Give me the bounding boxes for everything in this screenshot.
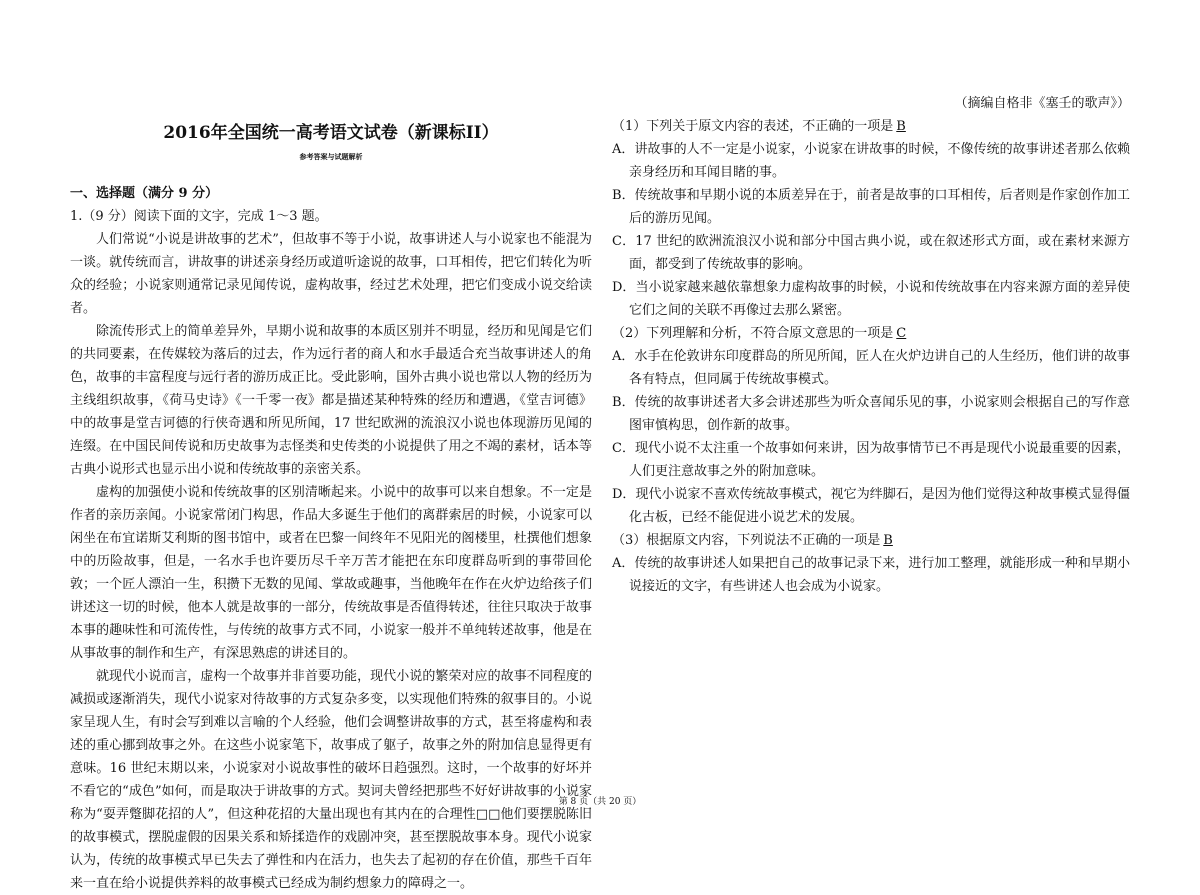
answer-mark: B	[883, 533, 893, 548]
page-subtitle: 参考答案与试题解析	[299, 152, 363, 161]
option-3a: A．传统的故事讲述人如果把自己的故事记录下来，进行加工整理，就能形成一种和早期小说接近的文字，有些讲述人也会成为小说家。	[612, 556, 1130, 594]
option-1a: A．讲故事的人不一定是小说家，小说家在讲故事的时候，不像传统的故事讲述者那么依赖亲身经历和耳闻目睹的事。	[612, 142, 1130, 180]
passage-paragraph-1: 人们常说“小说是讲故事的艺术”，但故事不等于小说，故事讲述人与小说家也不能混为一谈。就传统而言，讲故事的讲述亲身经历或道听途说的故事，口耳相传，把它们转化为听众的经验；小说家则通常记录见闻传说，虚构故事，经过艺术处理，把它们变成小说交给读者。	[70, 232, 592, 316]
answer-mark: C	[896, 326, 907, 341]
left-column	[70, 120, 592, 895]
option-1c: C．17 世纪的欧洲流浪汉小说和部分中国古典小说，或在叙述形式方面，或在素材来源方面，都受到了传统故事的影响。	[612, 234, 1130, 272]
page-footer: 第 8 页（共 20 页）	[558, 797, 642, 807]
question-stem-3	[612, 529, 1130, 552]
option-2b: B．传统的故事讲述者大多会讲述那些为听众喜闻乐见的事，小说家则会根据自己的写作意图审慎构思，创作新的故事。	[612, 395, 1130, 433]
passage-paragraph-3: 虚构的加强使小说和传统故事的区别清晰起来。小说中的故事可以来自想象。不一定是作者的亲历亲闻。小说家常闭门构思，作品大多诞生于他们的离群索居的时候，小说家可以闲坐在布宜诺斯艾利斯的图书馆中，或者在巴黎一间终年不见阳光的阁楼里，杜撰他们想象中的历险故事，但是，一名水手也许要历尽千辛万苦才能把在东印度群岛听到的事带回伦敦；一个匠人漂泊一生，积攒下无数的见闻、掌故或趣事，当他晚年在作在火炉边给孩子们讲述这一切的时候，他本人就是故事的一部分，传统故事是否值得转述，往往只取决于故事本事的趣味性和可流传性，与传统的故事方式不同，小说家一般并不单纯转述故事，他是在从事故事的制作和生产，有深思熟虑的讲述目的。	[70, 485, 592, 661]
passage-source: （摘编自格非《塞壬的歌声》）	[954, 96, 1130, 111]
question-stem-text: （1）下列关于原文内容的表述，不正确的一项是	[612, 119, 894, 134]
page-title: 2016年全国统一高考语文试卷（新课标II）	[163, 123, 499, 143]
right-column	[612, 92, 1130, 598]
answer-mark: B	[896, 119, 906, 134]
question-stem-1	[612, 115, 1130, 138]
question-stem-text: （2）下列理解和分析，不符合原文意思的一项是	[612, 326, 894, 341]
passage-paragraph-2: 除流传形式上的简单差异外，早期小说和故事的本质区别并不明显，经历和见闻是它们的共同要素，在传媒较为落后的过去，作为远行者的商人和水手最适合充当故事讲述人的角色，故事的丰富程度与远行者的游历成正比。受此影响，国外古典小说也常以人物的经历为主线组织故事，《荷马史诗》《一千零一夜》都是描述某种特殊的经历和遭遇，《堂吉诃德》中的故事是堂吉诃德的行侠奇遇和所见所闻，17 世纪欧洲的流浪汉小说也体现游历见闻的连缀。在中国民间传说和历史故事为志怪类和史传类的小说提供了用之不竭的素材，话本等古典小说形式也显示出小说和传统故事的亲密关系。	[70, 324, 592, 477]
question-stem-text: （3）根据原文内容，下列说法不正确的一项是	[612, 533, 881, 548]
option-1d: D．当小说家越来越依靠想象力虚构故事的时候，小说和传统故事在内容来源方面的差异使它们之间的关联不再像过去那么紧密。	[612, 280, 1130, 318]
question-stem-2	[612, 322, 1130, 345]
question-intro: 1.（9 分）阅读下面的文字，完成 1〜3 题。	[70, 209, 328, 224]
option-2a: A．水手在伦敦讲东印度群岛的所见所闻，匠人在火炉边讲自己的人生经历，他们讲的故事各有特点，但同属于传统故事模式。	[612, 349, 1130, 387]
option-1b: B．传统故事和早期小说的本质差异在于，前者是故事的口耳相传，后者则是作家创作加工后的游历见闻。	[612, 188, 1130, 226]
option-2d: D．现代小说家不喜欢传统故事模式，视它为绊脚石，是因为他们觉得这种故事模式显得僵化古板，已经不能促进小说艺术的发展。	[612, 487, 1130, 525]
option-2c: C．现代小说不太注重一个故事如何来讲，因为故事情节已不再是现代小说最重要的因素，人们更注意故事之外的附加意味。	[612, 441, 1130, 479]
section-heading: 一、选择题（满分 9 分）	[70, 186, 219, 201]
passage-paragraph-4: 就现代小说而言，虚构一个故事并非首要功能，现代小说的繁荣对应的故事不同程度的减损或逐渐消失，现代小说家对待故事的方式复杂多变，以实现他们特殊的叙事目的。小说家呈现人生，有时会写到难以言喻的个人经验，他们会调整讲故事的方式，甚至将虚构和表述的重心挪到故事之外。在这些小说家笔下，故事成了躯子，故事之外的附加信息显得更有意味。16 世纪末期以来，小说家对小说故事性的破坏日趋强烈。这时，一个故事的好坏并不看它的“成色”如何，而是取决于讲故事的方式。契诃夫曾经把那些不好好讲故事的小说家称为“耍弄蹩脚花招的人”，但这种花招的大量出现也有其内在的合理性□□他们要摆脱陈旧的故事模式，摆脱虚假的因果关系和矫揉造作的戏剧冲突，甚至摆脱故事本身。现代小说家认为，传统的故事模式早已失去了弹性和内在活力，也失去了起初的存在价值，那些千百年来一直在给小说提供养料的故事模式已经成为制约想象力的障碍之一。	[70, 669, 592, 891]
